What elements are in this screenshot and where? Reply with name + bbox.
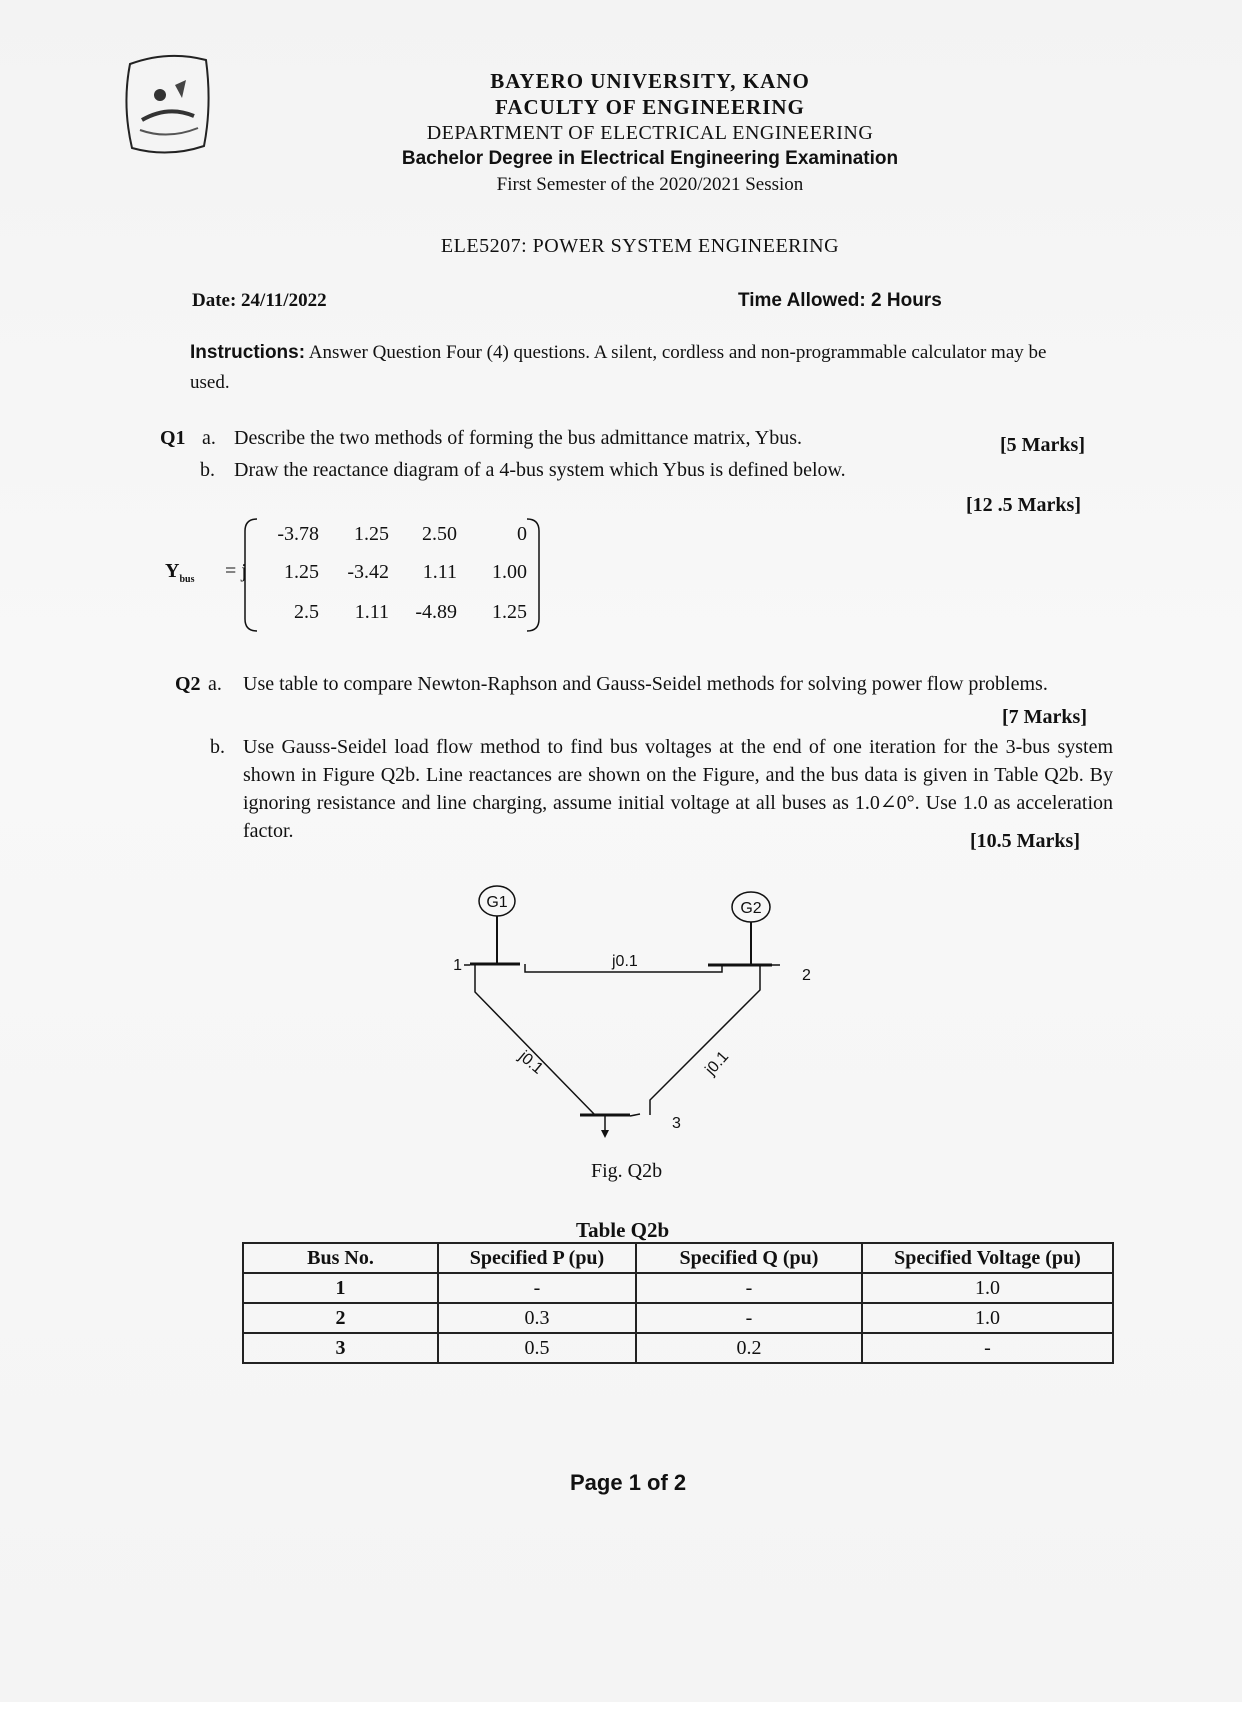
- cell-voltage: -: [862, 1333, 1113, 1363]
- department-name: DEPARTMENT OF ELECTRICAL ENGINEERING: [426, 122, 874, 144]
- matrix-cell: 1.25: [354, 523, 389, 545]
- matrix-cell: 0: [517, 523, 527, 545]
- course-title: ELE5207: POWER SYSTEM ENGINEERING: [440, 235, 840, 257]
- matrix-cell: 1.00: [492, 561, 527, 583]
- matrix-cell: 1.25: [492, 601, 527, 623]
- header-specified-p: Specified P (pu): [438, 1243, 636, 1273]
- cell-bus-no: 2: [243, 1303, 438, 1333]
- header-specified-voltage: Specified Voltage (pu): [862, 1243, 1113, 1273]
- matrix-cell: -4.89: [415, 601, 457, 623]
- q2-a-label: a.: [208, 673, 222, 695]
- matrix-cell: 1.11: [354, 601, 389, 623]
- load-arrow-head: [601, 1130, 609, 1138]
- cell-voltage: 1.0: [862, 1303, 1113, 1333]
- table-row: [243, 1303, 1113, 1333]
- q1-b-text: Draw the reactance diagram of a 4-bus system which Ybus is defined below.: [234, 459, 846, 481]
- matrix-cell: 2.50: [422, 523, 457, 545]
- three-bus-diagram: [440, 880, 840, 1140]
- ybus-equals: = j: [225, 560, 247, 582]
- cell-q: -: [636, 1273, 862, 1303]
- matrix-cell: 2.5: [294, 601, 319, 623]
- exam-header: [330, 68, 970, 198]
- instructions-text: Answer Question Four (4) questions. A silent, cordless and non-programmable calculator may be used.: [190, 342, 1047, 393]
- q2-b-label: b.: [210, 736, 225, 758]
- bus-3-label: 3: [672, 1115, 681, 1132]
- cell-p: 0.3: [438, 1303, 636, 1333]
- x13-label: j0.1: [515, 1048, 547, 1078]
- semester-text: First Semester of the 2020/2021 Session: [496, 174, 804, 195]
- cell-voltage: 1.0: [862, 1273, 1113, 1303]
- cell-bus-no: 1: [243, 1273, 438, 1303]
- ybus-label: [165, 560, 194, 585]
- matrix-cell: -3.42: [347, 561, 389, 583]
- bus-1-label: 1: [453, 957, 462, 974]
- ybus-subscript: bus: [179, 574, 195, 585]
- bus-data-table: [242, 1242, 1114, 1364]
- faculty-name: FACULTY OF ENGINEERING: [495, 95, 805, 119]
- table-header-row: [243, 1243, 1113, 1273]
- q2-b-marks: [10.5 Marks]: [970, 830, 1080, 852]
- q2-number: Q2: [175, 673, 201, 695]
- matrix-cell: 1.11: [422, 561, 457, 583]
- instructions: [190, 338, 1090, 398]
- matrix-cell: 1.25: [284, 561, 319, 583]
- cell-p: -: [438, 1273, 636, 1303]
- q2-a-marks: [7 Marks]: [1002, 706, 1087, 728]
- line-2-3: [650, 965, 760, 1115]
- q1-a-text: Describe the two methods of forming the bus admittance matrix, Ybus.: [234, 427, 803, 449]
- q1-a-label: a.: [202, 427, 216, 449]
- table-title: Table Q2b: [576, 1218, 670, 1242]
- cell-q: 0.2: [636, 1333, 862, 1363]
- table-row: [243, 1333, 1113, 1363]
- line-1-3: [475, 964, 595, 1115]
- university-name: BAYERO UNIVERSITY, KANO: [490, 69, 810, 93]
- x23-label: j0.1: [702, 1048, 733, 1079]
- g1-label: G1: [486, 894, 508, 911]
- university-logo: [120, 50, 216, 160]
- exam-date: Date: 24/11/2022: [192, 290, 327, 311]
- q2-b-text: Use Gauss-Seidel load flow method to find bus voltages at the end of one iteration for the 3-bus system shown in Figure Q2b. Line reactances are shown on the Figure, and the bus data is given in Table Q2b. By ignoring resistance and line charging, assume initial voltage at all buses as 1.0∠0°. Use 1.0 as acceleration factor.: [243, 736, 1113, 842]
- header-bus-no: Bus No.: [243, 1243, 438, 1273]
- ybus-matrix: [165, 515, 545, 635]
- page-number: Page 1 of 2: [570, 1470, 687, 1495]
- cell-bus-no: 3: [243, 1333, 438, 1363]
- cell-p: 0.5: [438, 1333, 636, 1363]
- q1-number: Q1: [160, 427, 186, 449]
- generator-g1: [479, 886, 515, 964]
- instructions-label: Instructions:: [190, 342, 306, 363]
- table-row: [243, 1273, 1113, 1303]
- q1-b-marks: [12 .5 Marks]: [966, 494, 1081, 516]
- ybus-symbol: Y: [165, 560, 180, 582]
- q1-b-label: b.: [200, 459, 215, 481]
- figure-caption: Fig. Q2b: [591, 1160, 663, 1182]
- q2-a-text: Use table to compare Newton-Raphson and Gauss-Seidel methods for solving power flow problems.: [243, 673, 1048, 695]
- header-specified-q: Specified Q (pu): [636, 1243, 862, 1273]
- cell-q: -: [636, 1303, 862, 1333]
- degree-title: Bachelor Degree in Electrical Engineering Examination: [401, 148, 899, 169]
- g2-label: G2: [740, 900, 762, 917]
- matrix-cell: -3.78: [277, 523, 319, 545]
- bottom-border: [0, 1702, 1242, 1720]
- q1-a-marks: [5 Marks]: [1000, 434, 1085, 456]
- x12-label: j0.1: [612, 953, 638, 970]
- time-allowed: Time Allowed: 2 Hours: [738, 290, 942, 311]
- generator-g2: [732, 892, 770, 965]
- bus-2-label: 2: [802, 967, 811, 984]
